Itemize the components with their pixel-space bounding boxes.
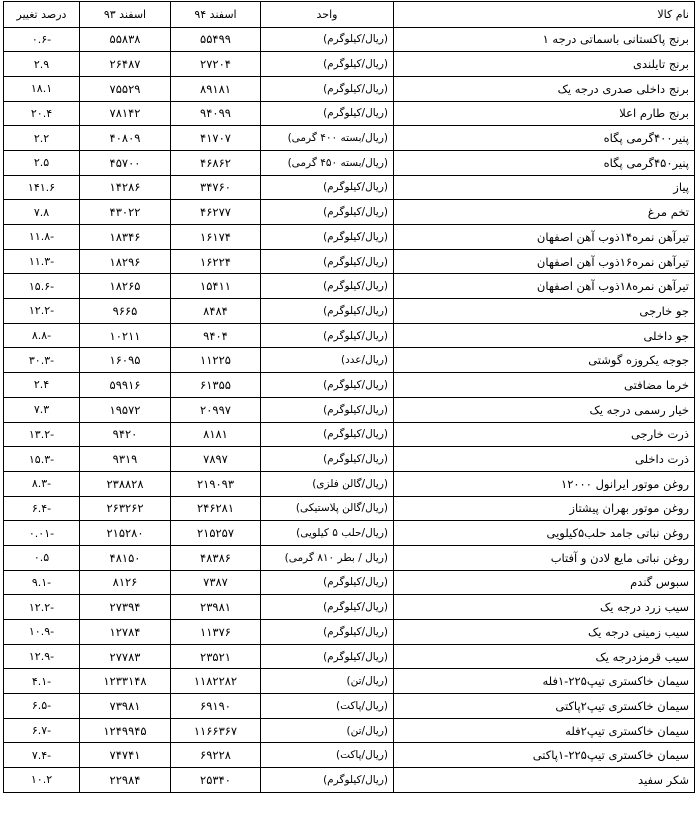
percent-change-cell: ۲.۹ bbox=[4, 52, 80, 77]
table-row bbox=[4, 471, 695, 496]
unit-cell: (ریال/کیلوگرم) bbox=[261, 397, 394, 422]
percent-change-cell: -۶.۵ bbox=[4, 694, 80, 719]
percent-change-cell: ۲.۲ bbox=[4, 126, 80, 151]
unit-cell: (ریال/کیلوگرم) bbox=[261, 595, 394, 620]
table-row bbox=[4, 545, 695, 570]
product-name-cell: سیمان خاکستری تیپ۲پاکتی bbox=[394, 694, 695, 719]
price-esfand-94-cell: ۲۰۹۹۷ bbox=[171, 397, 261, 422]
price-esfand-93-cell: ۲۶۳۲۶۲ bbox=[80, 496, 171, 521]
unit-cell: (ریال/بسته ۴۰۰ گرمی) bbox=[261, 126, 394, 151]
price-esfand-94-cell: ۶۹۲۲۸ bbox=[171, 743, 261, 768]
unit-cell: (ریال/کیلوگرم) bbox=[261, 249, 394, 274]
table-row bbox=[4, 101, 695, 126]
table-row bbox=[4, 225, 695, 250]
header-row bbox=[4, 2, 695, 28]
unit-cell: (ریال/کیلوگرم) bbox=[261, 620, 394, 645]
price-table-sheet bbox=[3, 1, 694, 793]
percent-change-cell: ۷.۸ bbox=[4, 200, 80, 225]
unit-cell: (ریال/کیلوگرم) bbox=[261, 323, 394, 348]
unit-cell: (ریال/گالن فلزی) bbox=[261, 471, 394, 496]
unit-cell: (ریال/پاکت) bbox=[261, 743, 394, 768]
product-name-cell: پیاز bbox=[394, 175, 695, 200]
price-esfand-93-cell: ۲۷۷۸۳ bbox=[80, 644, 171, 669]
product-name-cell: تیرآهن نمره۱۴ذوب آهن اصفهان bbox=[394, 225, 695, 250]
percent-change-cell: -۹.۱ bbox=[4, 570, 80, 595]
product-name-cell: سیمان خاکستری تیپ۲فله bbox=[394, 718, 695, 743]
percent-change-cell: ۱۰.۲ bbox=[4, 768, 80, 793]
price-esfand-94-cell: ۲۱۹۰۹۳ bbox=[171, 471, 261, 496]
product-name-cell: برنج پاکستانی باسماتی درجه ۱ bbox=[394, 27, 695, 52]
table-row bbox=[4, 373, 695, 398]
percent-change-cell: -۱۲.۹ bbox=[4, 644, 80, 669]
price-esfand-93-cell: ۲۳۸۸۲۸ bbox=[80, 471, 171, 496]
header-product-name: نام کالا bbox=[394, 2, 695, 28]
product-name-cell: روغن موتور بهران پیشتاز bbox=[394, 496, 695, 521]
header-percent-change: درصد تغییر bbox=[4, 2, 80, 28]
price-esfand-93-cell: ۲۲۹۸۴ bbox=[80, 768, 171, 793]
percent-change-cell: -۱۱.۳ bbox=[4, 249, 80, 274]
price-esfand-94-cell: ۹۴۰۹۹ bbox=[171, 101, 261, 126]
price-esfand-93-cell: ۴۵۷۰۰ bbox=[80, 150, 171, 175]
percent-change-cell: -۳۰.۳ bbox=[4, 348, 80, 373]
price-esfand-93-cell: ۷۵۵۲۹ bbox=[80, 76, 171, 101]
product-name-cell: خیار رسمی درجه یک bbox=[394, 397, 695, 422]
price-esfand-94-cell: ۱۵۴۱۱ bbox=[171, 274, 261, 299]
unit-cell: (ریال/کیلوگرم) bbox=[261, 200, 394, 225]
product-name-cell: تیرآهن نمره۱۸ذوب آهن اصفهان bbox=[394, 274, 695, 299]
price-esfand-93-cell: ۷۸۱۴۲ bbox=[80, 101, 171, 126]
product-name-cell: سیمان خاکستری تیپ۲۲۵-۱پاکتی bbox=[394, 743, 695, 768]
price-esfand-94-cell: ۷۳۸۷ bbox=[171, 570, 261, 595]
unit-cell: (ریال/کیلوگرم) bbox=[261, 175, 394, 200]
price-esfand-94-cell: ۱۱۳۷۶ bbox=[171, 620, 261, 645]
table-row bbox=[4, 595, 695, 620]
unit-cell: (ریال/تن) bbox=[261, 718, 394, 743]
table-row bbox=[4, 27, 695, 52]
price-esfand-93-cell: ۴۰۸۰۹ bbox=[80, 126, 171, 151]
product-name-cell: سبوس گندم bbox=[394, 570, 695, 595]
percent-change-cell: -۴.۱ bbox=[4, 669, 80, 694]
unit-cell: (ریال/کیلوگرم) bbox=[261, 422, 394, 447]
product-name-cell: تخم مرغ bbox=[394, 200, 695, 225]
table-row bbox=[4, 669, 695, 694]
percent-change-cell: -۱۲.۲ bbox=[4, 595, 80, 620]
product-name-cell: برنج داخلی صدری درجه یک bbox=[394, 76, 695, 101]
price-esfand-94-cell: ۲۵۳۴۰ bbox=[171, 768, 261, 793]
product-name-cell: سیب زمینی درجه یک bbox=[394, 620, 695, 645]
table-row bbox=[4, 521, 695, 546]
table-row bbox=[4, 348, 695, 373]
percent-change-cell: ۲.۴ bbox=[4, 373, 80, 398]
price-esfand-93-cell: ۹۴۲۰ bbox=[80, 422, 171, 447]
price-esfand-93-cell: ۵۵۸۳۸ bbox=[80, 27, 171, 52]
percent-change-cell: -۸.۸ bbox=[4, 323, 80, 348]
product-name-cell: سیمان خاکستری تیپ۲۲۵-۱فله bbox=[394, 669, 695, 694]
price-esfand-93-cell: ۲۶۴۸۷ bbox=[80, 52, 171, 77]
price-esfand-94-cell: ۸۹۱۸۱ bbox=[171, 76, 261, 101]
percent-change-cell: ۷.۳ bbox=[4, 397, 80, 422]
product-name-cell: برنج تایلندی bbox=[394, 52, 695, 77]
price-esfand-94-cell: ۱۱۸۲۲۸۲ bbox=[171, 669, 261, 694]
unit-cell: (ریال/کیلوگرم) bbox=[261, 101, 394, 126]
percent-change-cell: -۱۵.۳ bbox=[4, 447, 80, 472]
price-esfand-93-cell: ۱۶۰۹۵ bbox=[80, 348, 171, 373]
table-row bbox=[4, 200, 695, 225]
price-comparison-table bbox=[3, 1, 695, 793]
percent-change-cell: ۲.۵ bbox=[4, 150, 80, 175]
table-row bbox=[4, 274, 695, 299]
table-row bbox=[4, 768, 695, 793]
price-esfand-94-cell: ۳۴۷۶۰ bbox=[171, 175, 261, 200]
table-row bbox=[4, 644, 695, 669]
price-esfand-94-cell: ۴۶۲۷۷ bbox=[171, 200, 261, 225]
percent-change-cell: -۶.۴ bbox=[4, 496, 80, 521]
product-name-cell: ذرت خارجی bbox=[394, 422, 695, 447]
product-name-cell: روغن موتور ایرانول ۱۲۰۰۰ bbox=[394, 471, 695, 496]
price-esfand-93-cell: ۷۴۷۴۱ bbox=[80, 743, 171, 768]
unit-cell: (ریال/حلب ۵ کیلویی) bbox=[261, 521, 394, 546]
table-row bbox=[4, 126, 695, 151]
table-row bbox=[4, 52, 695, 77]
product-name-cell: سیب قرمزدرجه یک bbox=[394, 644, 695, 669]
percent-change-cell: ۲۰.۴ bbox=[4, 101, 80, 126]
price-esfand-93-cell: ۹۶۶۵ bbox=[80, 299, 171, 324]
table-row bbox=[4, 422, 695, 447]
header-unit: واحد bbox=[261, 2, 394, 28]
product-name-cell: پنیر۴۵۰گرمی پگاه bbox=[394, 150, 695, 175]
percent-change-cell: ۱۴۱.۶ bbox=[4, 175, 80, 200]
unit-cell: (ریال/کیلوگرم) bbox=[261, 52, 394, 77]
table-body bbox=[4, 27, 695, 792]
unit-cell: (ریال/پاکت) bbox=[261, 694, 394, 719]
price-esfand-93-cell: ۱۸۳۴۶ bbox=[80, 225, 171, 250]
product-name-cell: تیرآهن نمره۱۶ذوب آهن اصفهان bbox=[394, 249, 695, 274]
percent-change-cell: -۶.۷ bbox=[4, 718, 80, 743]
product-name-cell: جو خارجی bbox=[394, 299, 695, 324]
price-esfand-93-cell: ۱۸۲۹۶ bbox=[80, 249, 171, 274]
table-row bbox=[4, 620, 695, 645]
product-name-cell: جوجه یکروزه گوشتی bbox=[394, 348, 695, 373]
percent-change-cell: -۰.۶ bbox=[4, 27, 80, 52]
table-row bbox=[4, 743, 695, 768]
product-name-cell: سیب زرد درجه یک bbox=[394, 595, 695, 620]
product-name-cell: جو داخلی bbox=[394, 323, 695, 348]
price-esfand-93-cell: ۱۰۲۱۱ bbox=[80, 323, 171, 348]
unit-cell: (ریال/کیلوگرم) bbox=[261, 447, 394, 472]
price-esfand-93-cell: ۸۱۲۶ bbox=[80, 570, 171, 595]
unit-cell: (ریال/کیلوگرم) bbox=[261, 225, 394, 250]
price-esfand-94-cell: ۶۱۳۵۵ bbox=[171, 373, 261, 398]
unit-cell: (ریال/کیلوگرم) bbox=[261, 644, 394, 669]
price-esfand-94-cell: ۲۴۶۲۸۱ bbox=[171, 496, 261, 521]
price-esfand-93-cell: ۹۳۱۹ bbox=[80, 447, 171, 472]
price-esfand-93-cell: ۱۹۵۷۲ bbox=[80, 397, 171, 422]
table-row bbox=[4, 718, 695, 743]
price-esfand-93-cell: ۷۳۹۸۱ bbox=[80, 694, 171, 719]
product-name-cell: خرما مضافتی bbox=[394, 373, 695, 398]
price-esfand-94-cell: ۸۴۸۴ bbox=[171, 299, 261, 324]
price-esfand-94-cell: ۴۸۳۸۶ bbox=[171, 545, 261, 570]
price-esfand-94-cell: ۱۶۲۲۴ bbox=[171, 249, 261, 274]
unit-cell: (ریال/عدد) bbox=[261, 348, 394, 373]
table-row bbox=[4, 694, 695, 719]
price-esfand-94-cell: ۱۶۱۷۴ bbox=[171, 225, 261, 250]
header-esfand-93: اسفند ۹۳ bbox=[80, 2, 171, 28]
unit-cell: (ریال/کیلوگرم) bbox=[261, 768, 394, 793]
percent-change-cell: -۱۰.۹ bbox=[4, 620, 80, 645]
price-esfand-93-cell: ۱۲۴۹۹۴۵ bbox=[80, 718, 171, 743]
unit-cell: (ریال/بسته ۴۵۰ گرمی) bbox=[261, 150, 394, 175]
unit-cell: (ریال/کیلوگرم) bbox=[261, 570, 394, 595]
unit-cell: (ریال/کیلوگرم) bbox=[261, 27, 394, 52]
table-row bbox=[4, 299, 695, 324]
price-esfand-94-cell: ۸۱۸۱ bbox=[171, 422, 261, 447]
percent-change-cell: ۰.۵ bbox=[4, 545, 80, 570]
table-row bbox=[4, 323, 695, 348]
price-esfand-94-cell: ۲۳۵۲۱ bbox=[171, 644, 261, 669]
unit-cell: (ریال/کیلوگرم) bbox=[261, 373, 394, 398]
price-esfand-94-cell: ۱۱۲۲۵ bbox=[171, 348, 261, 373]
price-esfand-94-cell: ۴۱۷۰۷ bbox=[171, 126, 261, 151]
price-esfand-94-cell: ۹۴۰۴ bbox=[171, 323, 261, 348]
product-name-cell: شکر سفید bbox=[394, 768, 695, 793]
price-esfand-94-cell: ۱۱۶۶۳۶۷ bbox=[171, 718, 261, 743]
price-esfand-93-cell: ۴۸۱۵۰ bbox=[80, 545, 171, 570]
table-row bbox=[4, 570, 695, 595]
table-row bbox=[4, 150, 695, 175]
price-esfand-93-cell: ۱۸۲۶۵ bbox=[80, 274, 171, 299]
table-row bbox=[4, 447, 695, 472]
unit-cell: (ریال/کیلوگرم) bbox=[261, 299, 394, 324]
product-name-cell: ذرت داخلی bbox=[394, 447, 695, 472]
unit-cell: (ریال/تن) bbox=[261, 669, 394, 694]
percent-change-cell: -۱۲.۲ bbox=[4, 299, 80, 324]
price-esfand-94-cell: ۷۸۹۷ bbox=[171, 447, 261, 472]
price-esfand-93-cell: ۱۲۷۸۴ bbox=[80, 620, 171, 645]
price-esfand-94-cell: ۶۹۱۹۰ bbox=[171, 694, 261, 719]
price-esfand-93-cell: ۱۲۳۳۱۴۸ bbox=[80, 669, 171, 694]
table-row bbox=[4, 496, 695, 521]
price-esfand-93-cell: ۵۹۹۱۶ bbox=[80, 373, 171, 398]
product-name-cell: پنیر۴۰۰گرمی پگاه bbox=[394, 126, 695, 151]
price-esfand-94-cell: ۴۶۸۶۲ bbox=[171, 150, 261, 175]
price-esfand-93-cell: ۲۷۳۹۴ bbox=[80, 595, 171, 620]
unit-cell: (ریال / بطر ۸۱۰ گرمی) bbox=[261, 545, 394, 570]
percent-change-cell: -۱۵.۶ bbox=[4, 274, 80, 299]
unit-cell: (ریال/کیلوگرم) bbox=[261, 274, 394, 299]
price-esfand-94-cell: ۲۱۵۲۵۷ bbox=[171, 521, 261, 546]
table-row bbox=[4, 175, 695, 200]
price-esfand-94-cell: ۲۳۹۸۱ bbox=[171, 595, 261, 620]
percent-change-cell: -۱۳.۲ bbox=[4, 422, 80, 447]
price-esfand-94-cell: ۵۵۴۹۹ bbox=[171, 27, 261, 52]
price-esfand-94-cell: ۲۷۲۰۴ bbox=[171, 52, 261, 77]
table-row bbox=[4, 397, 695, 422]
percent-change-cell: -۱۱.۸ bbox=[4, 225, 80, 250]
header-esfand-94: اسفند ۹۴ bbox=[171, 2, 261, 28]
product-name-cell: برنج طارم اعلا bbox=[394, 101, 695, 126]
unit-cell: (ریال/گالن پلاستیکی) bbox=[261, 496, 394, 521]
percent-change-cell: -۸.۳ bbox=[4, 471, 80, 496]
table-row bbox=[4, 76, 695, 101]
percent-change-cell: -۷.۴ bbox=[4, 743, 80, 768]
table-row bbox=[4, 249, 695, 274]
unit-cell: (ریال/کیلوگرم) bbox=[261, 76, 394, 101]
price-esfand-93-cell: ۴۳۰۲۲ bbox=[80, 200, 171, 225]
percent-change-cell: ۱۸.۱ bbox=[4, 76, 80, 101]
percent-change-cell: -۰.۰۱ bbox=[4, 521, 80, 546]
product-name-cell: روغن نباتی مایع لادن و آفتاب bbox=[394, 545, 695, 570]
price-esfand-93-cell: ۱۴۲۸۶ bbox=[80, 175, 171, 200]
price-esfand-93-cell: ۲۱۵۲۸۰ bbox=[80, 521, 171, 546]
product-name-cell: روغن نباتی جامد حلب۵کیلویی bbox=[394, 521, 695, 546]
table-header bbox=[4, 2, 695, 28]
